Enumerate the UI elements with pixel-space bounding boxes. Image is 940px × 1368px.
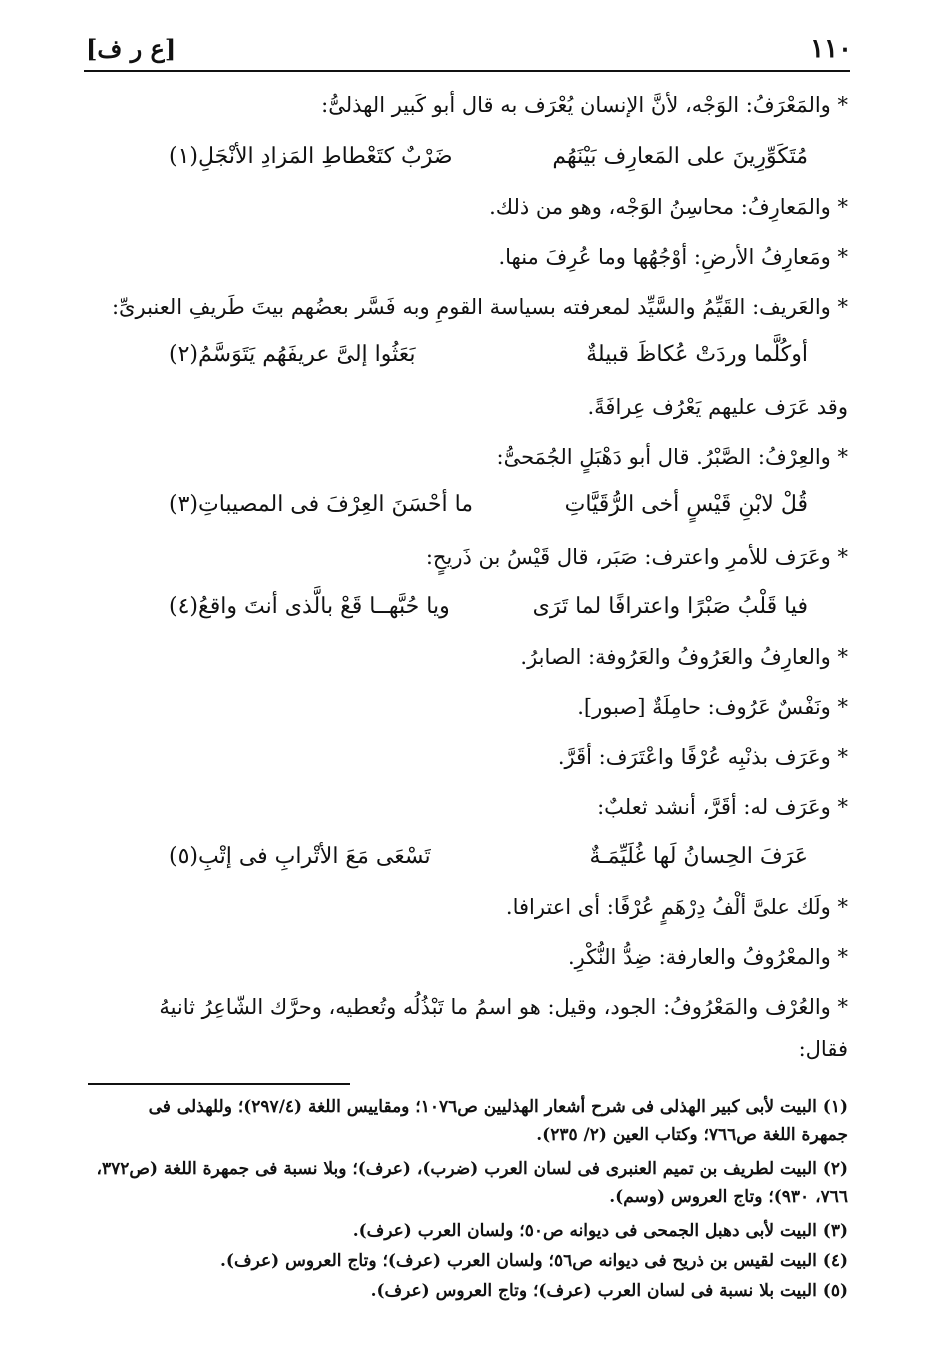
verse <box>84 842 848 872</box>
verse-second-hemistich: تَسْعَى مَعَ الأتْرابِ فى إتْبِ(٥) <box>169 844 431 869</box>
verse-second-hemistich: بَعَثُوا إلىَّ عريفَهُم يَتَوَسَّمُ(٢) <box>169 342 416 367</box>
entry-line: * والعُرْف والمَعْرُوفُ: الجود، وقيل: هو اسمُ ما تَبْذُلُه وتُعطيه، وحرَّك الشّاعِرُ ثانيهُ <box>159 995 848 1019</box>
entry-line: * ونَفْسٌ عَرُوف: حامِلَةٌ [صبور]. <box>577 695 848 719</box>
entry-line: * وعَرَف بذنْبِه عُرْفًا واعْتَرَف: أقَرَّ. <box>557 745 848 769</box>
footnote: (١) البيت لأبى كبير الهذلى فى شرح أشعار الهذليين ص١٠٧٦؛ ومقاييس اللغة (٢٩٧/٤)؛ وللهذلى فى <box>148 1097 848 1117</box>
verse <box>84 142 848 172</box>
footnote: (٤) البيت لقيس بن ذريح فى ديوانه ص٥٦؛ ولسان العرب (عرف)؛ وتاج العروس (عرف). <box>220 1251 848 1271</box>
entry-line: * والمعْرُوفُ والعارفة: ضِدُّ النُّكْرِ. <box>567 945 848 969</box>
entry-line: * وعَرَف له: أقَرَّ، أنشد ثعلبٌ: <box>597 795 848 819</box>
verse-first-hemistich: مُتَكَوِّرِينَ على المَعارِف بَيْنَهُم <box>552 144 808 169</box>
entry-line: * والمَعْرَفُ: الوَجْه، لأنَّ الإنسان يُعْرَف به قال أبو كَبير الهذلىُّ: <box>321 93 848 117</box>
entry-line: * ومَعارِفُ الأرضِ: أوْجُهُها وما عُرِفَ منها. <box>498 245 848 269</box>
root-label: [ع ر ف] <box>86 34 177 63</box>
footnote-rule <box>88 1083 350 1085</box>
entry-line: وقد عَرَف عليهم يَعْرُف عِرافَةً. <box>587 395 848 419</box>
footnote: ٧٦٦، ٩٣٠)؛ وتاج العروس (وسم). <box>609 1187 848 1207</box>
verse-first-hemistich: قُلْ لابْنِ قَيْسٍ أخى الرُّقَيَّاتِ <box>564 492 808 517</box>
verse <box>84 592 848 622</box>
header-rule <box>84 70 850 72</box>
verse-second-hemistich: ضَرْبٌ كتَعْطاطِ المَزادِ الأنْجَلِ(١) <box>169 144 453 169</box>
entry-line: * والعارِفُ والعَرُوفُ والعَرُوفة: الصابرُ. <box>520 645 848 669</box>
entry-line: فقال: <box>798 1037 848 1061</box>
verse-second-hemistich: ما أحْسَنَ العِرْفَ فى المصيباتِ(٣) <box>169 492 474 517</box>
verse-first-hemistich: فيا قَلْبُ صَبْرًا واعترافًا لما تَرَى <box>532 594 808 619</box>
verse-first-hemistich: عَرَفَ الحِسانُ لَها غُلَيِّمَـةٌ <box>589 844 808 869</box>
entry-line: * والعِرْفُ: الصَّبْرُ. قال أبو دَهْبَلٍ الجُمَحىُّ: <box>496 445 848 469</box>
entry-line: * والمَعارِفُ: محاسِنُ الوَجْه، وهو من ذلك. <box>489 195 848 219</box>
page-number: ١١٠ <box>810 34 852 64</box>
footnote: (٢) البيت لطريف بن تميم العنبرى فى لسان العرب (ضرب)، (عرف)؛ وبلا نسبة فى جمهرة اللغة (ص٣٧٢، <box>96 1159 848 1179</box>
verse-first-hemistich: أوكُلَّما وردَتْ عُكاظَ قبيلةٌ <box>586 342 808 367</box>
footnote: جمهرة اللغة ص٧٦٦؛ وكتاب العين (٢/ ٢٣٥). <box>536 1125 848 1145</box>
verse-second-hemistich: ويا حُبَّهــا قَعْ بالَّذى أنتَ واقعُ(٤) <box>169 594 450 619</box>
entry-line: * ولَك علىَّ ألْفُ دِرْهَمٍ عُرْفًا: أى اعترافا. <box>505 895 848 919</box>
entry-line: * وعَرَف للأمرِ واعترف: صَبَر، قال قَيْسُ بن ذَريحٍ: <box>425 545 848 569</box>
entry-line: * والعَريف: القَيِّمُ والسَّيِّد لمعرفته بسياسة القومِ وبه فَسَّر بعضُهم بيتَ طَريفِ العنبرىِّ: <box>111 295 848 319</box>
footnote: (٣) البيت لأبى دهبل الجمحى فى ديوانه ص٥٠؛ ولسان العرب (عرف). <box>352 1221 848 1241</box>
footnote: (٥) البيت بلا نسبة فى لسان العرب (عرف)؛ وتاج العروس (عرف). <box>370 1281 848 1301</box>
verse <box>84 340 848 370</box>
verse <box>84 490 848 520</box>
